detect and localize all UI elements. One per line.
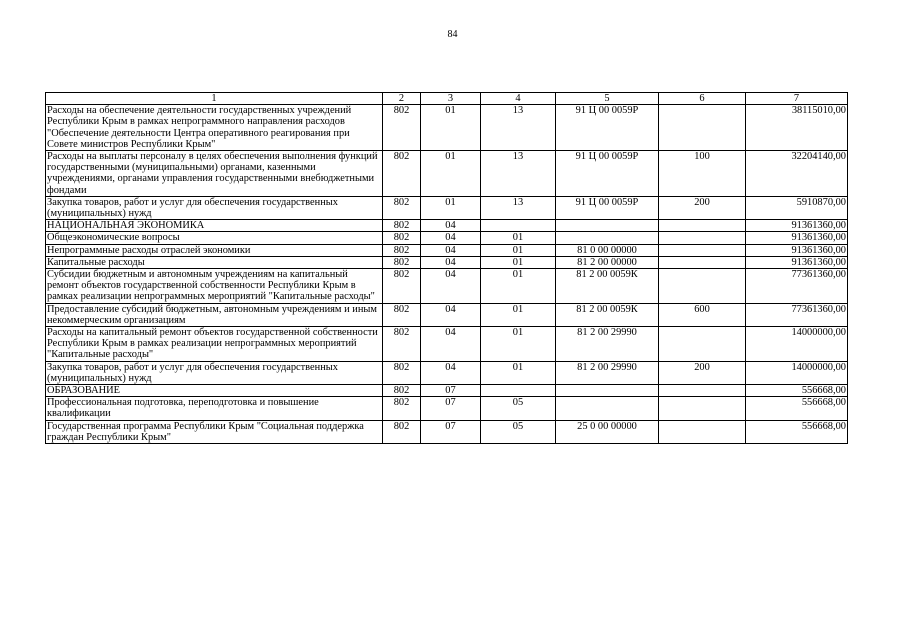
row-col5 [556,385,659,397]
row-sum: 5910870,00 [746,196,848,219]
row-col6: 600 [659,303,746,326]
row-col2: 802 [383,385,421,397]
row-sum: 91361360,00 [746,244,848,256]
row-col3: 04 [421,303,481,326]
page-number: 84 [447,29,458,40]
row-col5: 81 2 00 00000 [556,256,659,268]
row-col5 [556,232,659,244]
row-col4: 05 [481,420,556,443]
row-col4: 13 [481,105,556,151]
row-col3: 04 [421,361,481,384]
table-row [46,397,848,420]
table-row [46,361,848,384]
row-col4: 01 [481,361,556,384]
row-col2: 802 [383,303,421,326]
row-col5: 91 Ц 00 0059Р [556,105,659,151]
row-col3: 01 [421,105,481,151]
row-sum: 91361360,00 [746,232,848,244]
row-col5: 25 0 00 00000 [556,420,659,443]
row-sum: 32204140,00 [746,151,848,197]
row-name: Профессиональная подготовка, переподготовка и повышение квалификации [46,397,383,420]
row-col3: 01 [421,196,481,219]
row-col3: 07 [421,420,481,443]
row-col6 [659,327,746,362]
header-cell-2: 2 [383,93,421,105]
table-row [46,269,848,304]
row-col4 [481,220,556,232]
row-col5 [556,220,659,232]
row-col2: 802 [383,420,421,443]
row-sum: 77361360,00 [746,303,848,326]
row-sum: 14000000,00 [746,327,848,362]
row-col6 [659,244,746,256]
row-col5: 91 Ц 00 0059Р [556,151,659,197]
row-name: Общеэкономические вопросы [46,232,383,244]
row-col2: 802 [383,220,421,232]
row-col3: 04 [421,327,481,362]
row-sum: 14000000,00 [746,361,848,384]
row-col6 [659,269,746,304]
header-cell-3: 3 [421,93,481,105]
row-sum: 91361360,00 [746,256,848,268]
row-sum: 38115010,00 [746,105,848,151]
row-col6 [659,220,746,232]
row-col5: 81 2 00 0059К [556,303,659,326]
header-row [46,93,848,105]
row-col3: 04 [421,232,481,244]
row-col3: 04 [421,244,481,256]
header-cell-1: 1 [46,93,383,105]
row-col6: 100 [659,151,746,197]
row-sum: 556668,00 [746,420,848,443]
row-col5: 81 2 00 29990 [556,361,659,384]
row-col6 [659,397,746,420]
table-row [46,244,848,256]
row-col5 [556,397,659,420]
table-row [46,420,848,443]
table-row [46,220,848,232]
row-col5: 91 Ц 00 0059Р [556,196,659,219]
table-row [46,303,848,326]
row-col6 [659,420,746,443]
row-col4 [481,385,556,397]
row-col3: 04 [421,269,481,304]
table-row [46,385,848,397]
row-col6 [659,232,746,244]
table-row [46,232,848,244]
row-sum: 556668,00 [746,385,848,397]
table-row [46,327,848,362]
row-col4: 13 [481,151,556,197]
table-row [46,151,848,197]
row-col4: 01 [481,327,556,362]
row-col4: 01 [481,269,556,304]
header-cell-6: 6 [659,93,746,105]
row-name: Предоставление субсидий бюджетным, автономным учреждениям и иным некоммерческим организациям [46,303,383,326]
row-col2: 802 [383,397,421,420]
row-col6: 200 [659,361,746,384]
row-name: Расходы на обеспечение деятельности государственных учреждений Республики Крым в рамках непрограммного направления расходов "Обеспечение деятельности Центра оперативного реагирования при Совете министров Республики Крым" [46,105,383,151]
row-col4: 13 [481,196,556,219]
row-col6 [659,385,746,397]
row-col3: 07 [421,385,481,397]
row-name: НАЦИОНАЛЬНАЯ ЭКОНОМИКА [46,220,383,232]
header-cell-4: 4 [481,93,556,105]
row-name: Расходы на выплаты персоналу в целях обеспечения выполнения функций государственными (муниципальными) органами, казенными учреждениями, органами управления государственными внебюджетными фондами [46,151,383,197]
row-col2: 802 [383,105,421,151]
row-col5: 81 0 00 00000 [556,244,659,256]
row-col5: 81 2 00 0059К [556,269,659,304]
row-col2: 802 [383,196,421,219]
row-name: Расходы на капитальный ремонт объектов государственной собственности Республики Крым в рамках реализации непрограммных мероприятий "Капитальные расходы" [46,327,383,362]
row-col2: 802 [383,361,421,384]
budget-table [45,92,848,444]
row-col6 [659,256,746,268]
row-sum: 77361360,00 [746,269,848,304]
row-col4: 01 [481,256,556,268]
row-col3: 04 [421,256,481,268]
table-row [46,256,848,268]
row-col5: 81 2 00 29990 [556,327,659,362]
row-col4: 01 [481,303,556,326]
row-col2: 802 [383,151,421,197]
row-sum: 91361360,00 [746,220,848,232]
row-col3: 04 [421,220,481,232]
row-name: ОБРАЗОВАНИЕ [46,385,383,397]
row-name: Закупка товаров, работ и услуг для обеспечения государственных (муниципальных) нужд [46,196,383,219]
row-col6: 200 [659,196,746,219]
row-col2: 802 [383,327,421,362]
row-name: Непрограммные расходы отраслей экономики [46,244,383,256]
row-col2: 802 [383,256,421,268]
row-col3: 01 [421,151,481,197]
row-sum: 556668,00 [746,397,848,420]
row-name: Закупка товаров, работ и услуг для обеспечения государственных (муниципальных) нужд [46,361,383,384]
row-name: Капитальные расходы [46,256,383,268]
row-col6 [659,105,746,151]
row-col3: 07 [421,397,481,420]
row-name: Государственная программа Республики Крым "Социальная поддержка граждан Республики Крым" [46,420,383,443]
row-col4: 05 [481,397,556,420]
table-row [46,105,848,151]
row-name: Субсидии бюджетным и автономным учреждениям на капитальный ремонт объектов государственной собственности Республики Крым в рамках реализации непрограммных мероприятий "Капитальные расходы" [46,269,383,304]
table-row [46,196,848,219]
row-col2: 802 [383,232,421,244]
row-col4: 01 [481,232,556,244]
row-col2: 802 [383,244,421,256]
header-cell-5: 5 [556,93,659,105]
row-col2: 802 [383,269,421,304]
row-col4: 01 [481,244,556,256]
header-cell-7: 7 [746,93,848,105]
